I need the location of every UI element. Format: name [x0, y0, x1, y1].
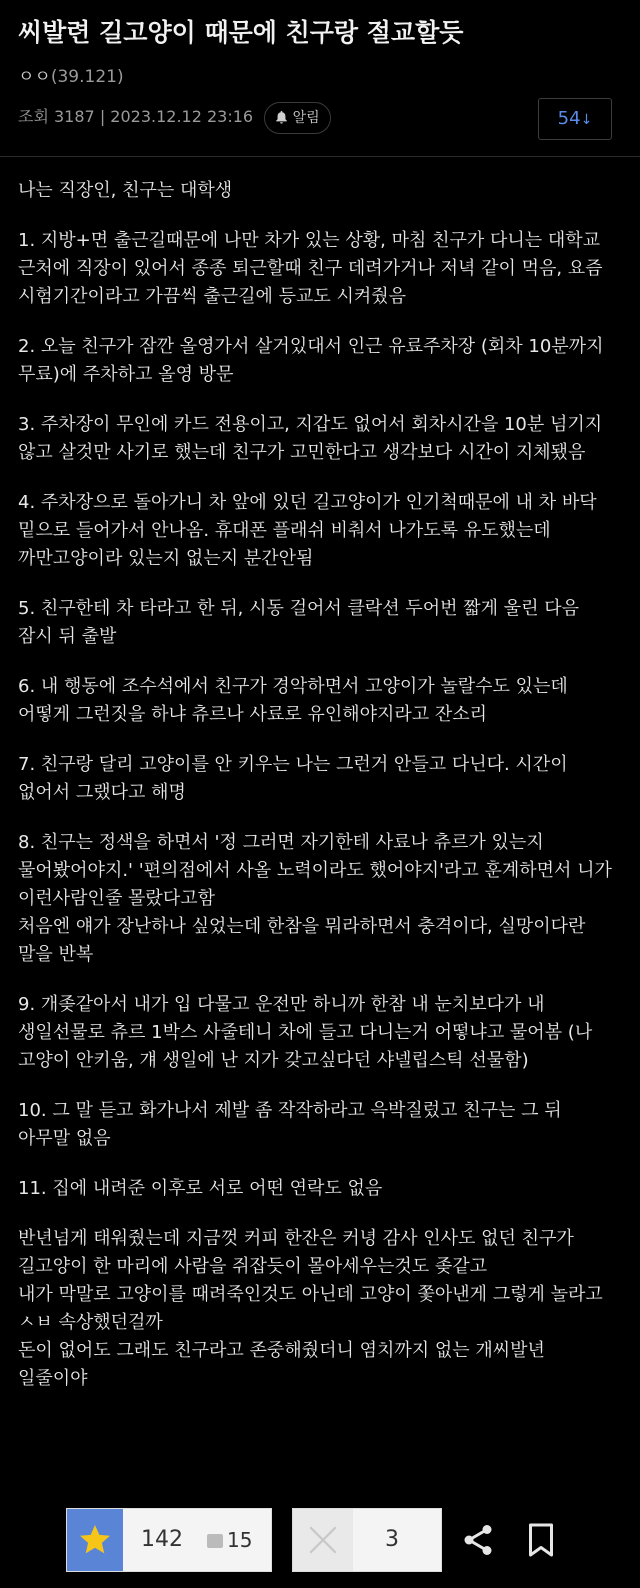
content-paragraph: 4. 주차장으로 돌아가니 차 앞에 있던 길고양이가 인기척때문에 내 차 바닥 밑으로 들어가서 안나옴. 휴대폰 플래쉬 비춰서 나가도록 유도했는데 까만고양이라 있는지 없는지 분간안됨: [18, 492, 597, 569]
star-icon: [77, 1522, 113, 1558]
down-arrow-icon: ↓: [580, 112, 593, 128]
content-paragraph: 3. 주차장이 무인에 카드 전용이고, 지갑도 없어서 회차시간을 10분 넘기지 않고 살것만 사기로 했는데 친구가 고민한다고 생각보다 시간이 지체됐음: [18, 414, 603, 463]
content-paragraph: 2. 오늘 친구가 잠깐 올영가서 살거있대서 인근 유료주차장 (회차 10분까지 무료)에 주차하고 올영 방문: [18, 336, 604, 385]
comment-jump-button[interactable]: [538, 98, 612, 140]
content-paragraph: 8. 친구는 정색을 하면서 '정 그러면 자기한테 사료나 츄르가 있는지 물어봤어야지.' '편의점에서 사올 노력이라도 했어야지'라고 훈계하면서 니가 이런사람인줄 몰랐다고함 처음엔 얘가 장난하나 싶었는데 한참을 뭐라하면서 충격이다, 실망이다란 말을 반복: [18, 832, 612, 965]
share-icon[interactable]: [460, 1522, 496, 1558]
x-icon: [306, 1523, 340, 1557]
downvote-button[interactable]: [293, 1509, 353, 1571]
view-count: 조회 3187: [18, 107, 95, 126]
fixed-upvote-count: 15: [227, 1528, 253, 1552]
post-meta: [18, 100, 331, 134]
content-paragraph: 1. 지방+면 출근길때문에 나만 차가 있는 상황, 마침 친구가 다니는 대학교 근처에 직장이 있어서 종종 퇴근할때 친구 데려가거나 저녁 같이 먹음, 요즘 시험기간이라고 가끔씩 출근길에 등교도 시켜줬음: [18, 230, 603, 307]
action-bar: [0, 1508, 640, 1572]
author-points: (39.121): [50, 67, 124, 87]
downvote-count: 3: [385, 1527, 399, 1552]
author-name[interactable]: ㅇㅇ: [18, 67, 51, 87]
post-datetime: 2023.12.12 23:16: [110, 107, 254, 126]
upvote-button[interactable]: [67, 1509, 123, 1571]
meta-row: [18, 100, 622, 142]
content-paragraph: 9. 개좆같아서 내가 입 다물고 운전만 하니까 한참 내 눈치보다가 내 생일선물로 츄르 1박스 사줄테니 차에 들고 다니는거 어떻냐고 물어봄 (나 고양이 안키움, 걔 생일에 난 지가 갖고싶다던 샤넬립스틱 선물함): [18, 994, 593, 1071]
alarm-button[interactable]: [264, 102, 331, 134]
bell-icon: [275, 110, 288, 124]
content-paragraph: 나는 직장인, 친구는 대학생: [18, 180, 233, 201]
content-paragraph: 반년넘게 태워줬는데 지금껏 커피 한잔은 커녕 감사 인사도 없던 친구가 길고양이 한 마리에 사람을 쥐잡듯이 몰아세우는것도 좆같고 내가 막말로 고양이를 때려죽인것도 아닌데 고양이 쫓아낸게 그렇게 놀라고 ㅅㅂ 속상했던걸까 돈이 없어도 그래도 친구라고 존중해줬더니 염치까지 없는 개씨발년 일줄이야: [18, 1228, 603, 1389]
bookmark-icon[interactable]: [526, 1522, 556, 1558]
comment-count: 54: [557, 108, 581, 129]
downvote-group[interactable]: [292, 1508, 442, 1572]
meta-separator: |: [99, 107, 106, 126]
content-paragraph: 6. 내 행동에 조수석에서 친구가 경악하면서 고양이가 놀랄수도 있는데 어떻게 그런짓을 하냐 츄르나 사료로 유인해야지라고 잔소리: [18, 676, 568, 725]
content-paragraph: 5. 친구한테 차 타라고 한 뒤, 시동 걸어서 클락션 두어번 짧게 울린 다음 잠시 뒤 출발: [18, 598, 580, 647]
post-content: [0, 157, 640, 1393]
author-line[interactable]: [18, 62, 622, 86]
upvote-group[interactable]: [66, 1508, 272, 1572]
content-paragraph: 7. 친구랑 달리 고양이를 안 키우는 나는 그런거 안들고 다닌다. 시간이 없어서 그랬다고 해명: [18, 754, 568, 803]
content-paragraph: 11. 집에 내려준 이후로 서로 어떤 연락도 없음: [18, 1178, 383, 1199]
small-badge-icon: [207, 1534, 223, 1548]
post-title: 씨발련 길고양이 때문에 친구랑 절교할듯: [18, 18, 464, 47]
upvote-count: 142: [141, 1527, 183, 1552]
content-paragraph: 10. 그 말 듣고 화가나서 제발 좀 작작하라고 윽박질렀고 친구는 그 뒤 아무말 없음: [18, 1100, 562, 1149]
fixed-upvote: [207, 1509, 252, 1571]
post-header: [0, 0, 640, 142]
alarm-label: 알림: [292, 109, 320, 126]
